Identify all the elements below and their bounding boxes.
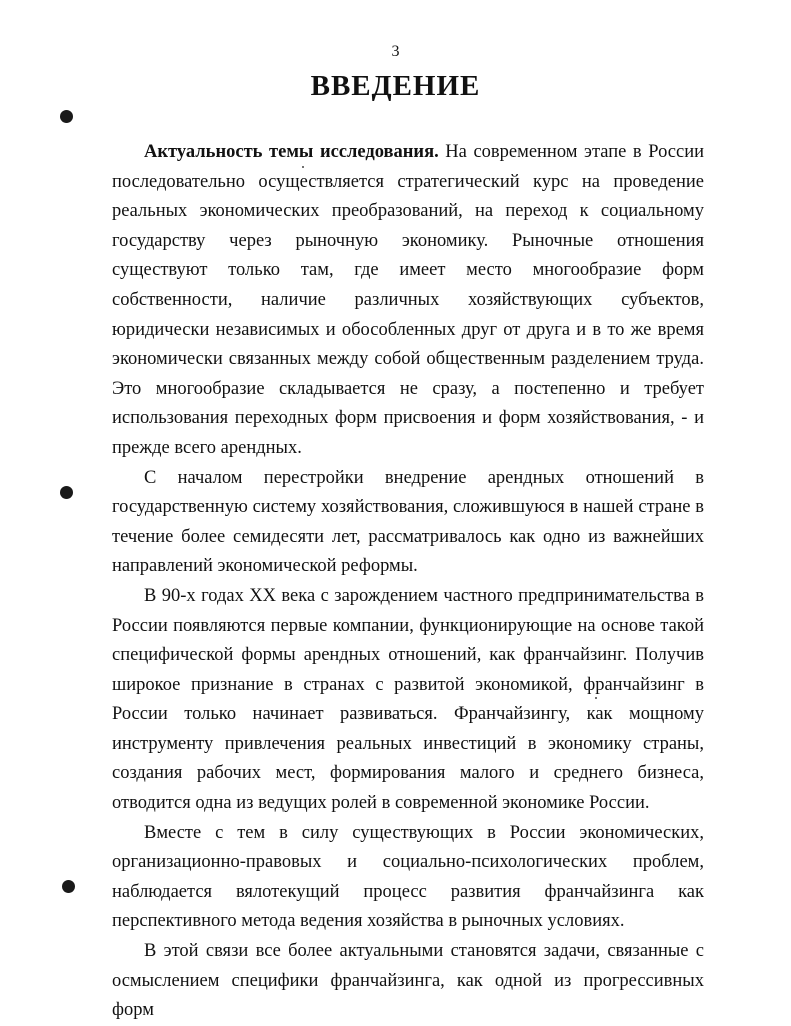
paragraph-text: На современном этапе в России последовательно осуществляется стратегический курс на проведение реальных экономических преобразований, на переход к социальному государству через рыночную экономику. Рыночные отношения существуют только там, где имеет место многообразие форм собственности, наличие различных хозяйствующих субъектов, юридически независимых и обособленных друг от друга и в то же время экономически связанных между собой общественным разделением труда. Это многообразие складывается не сразу, а постепенно и требует использования переходных форм присвоения и форм хозяйствования, - и прежде всего арендных. [112, 142, 704, 458]
punch-hole-mark [60, 486, 73, 499]
paragraph [112, 464, 704, 582]
paragraph-text: В 90-х годах XX века с зарождением частного предпринимательства в России появляются первые компании, функционирующие на основе такой специфической формы арендных отношений, как франчайзинг. Получив широкое признание в странах с развитой экономикой, франчайзинг в России только начинает развиваться. Франчайзингу, как мощному инструменту привлечения реальных инвестиций в экономику страны, создания рабочих мест, формирования малого и среднего бизнеса, отводится одна из ведущих ролей в современной экономике России. [112, 585, 704, 814]
page-number: 3 [391, 43, 400, 60]
paragraph [112, 937, 704, 1026]
paragraph-lead: Актуальность темы исследования. [144, 142, 439, 162]
paragraph [112, 138, 704, 464]
paragraph [112, 582, 704, 819]
paragraph-text: С началом перестройки внедрение арендных отношений в государственную систему хозяйствования, сложившуюся в нашей стране в течение более семидесяти лет, рассматривалось как одно из важнейших направлений экономической реформы. [112, 467, 704, 577]
punch-hole-mark [60, 110, 73, 123]
page-title: ВВЕДЕНИЕ [310, 70, 481, 102]
paragraph [112, 819, 704, 937]
body-text [112, 138, 704, 1026]
punch-hole-mark [62, 880, 75, 893]
paragraph-text: Вместе с тем в силу существующих в России экономических, организационно-правовых и социально-психологических проблем, наблюдается вялотекущий процесс развития франчайзинга как перспективного метода ведения хозяйства в рыночных условиях. [112, 822, 704, 932]
paragraph-text: В этой связи все более актуальными становятся задачи, связанные с осмыслением специфики франчайзинга, как одной из прогрессивных форм [112, 941, 704, 1021]
